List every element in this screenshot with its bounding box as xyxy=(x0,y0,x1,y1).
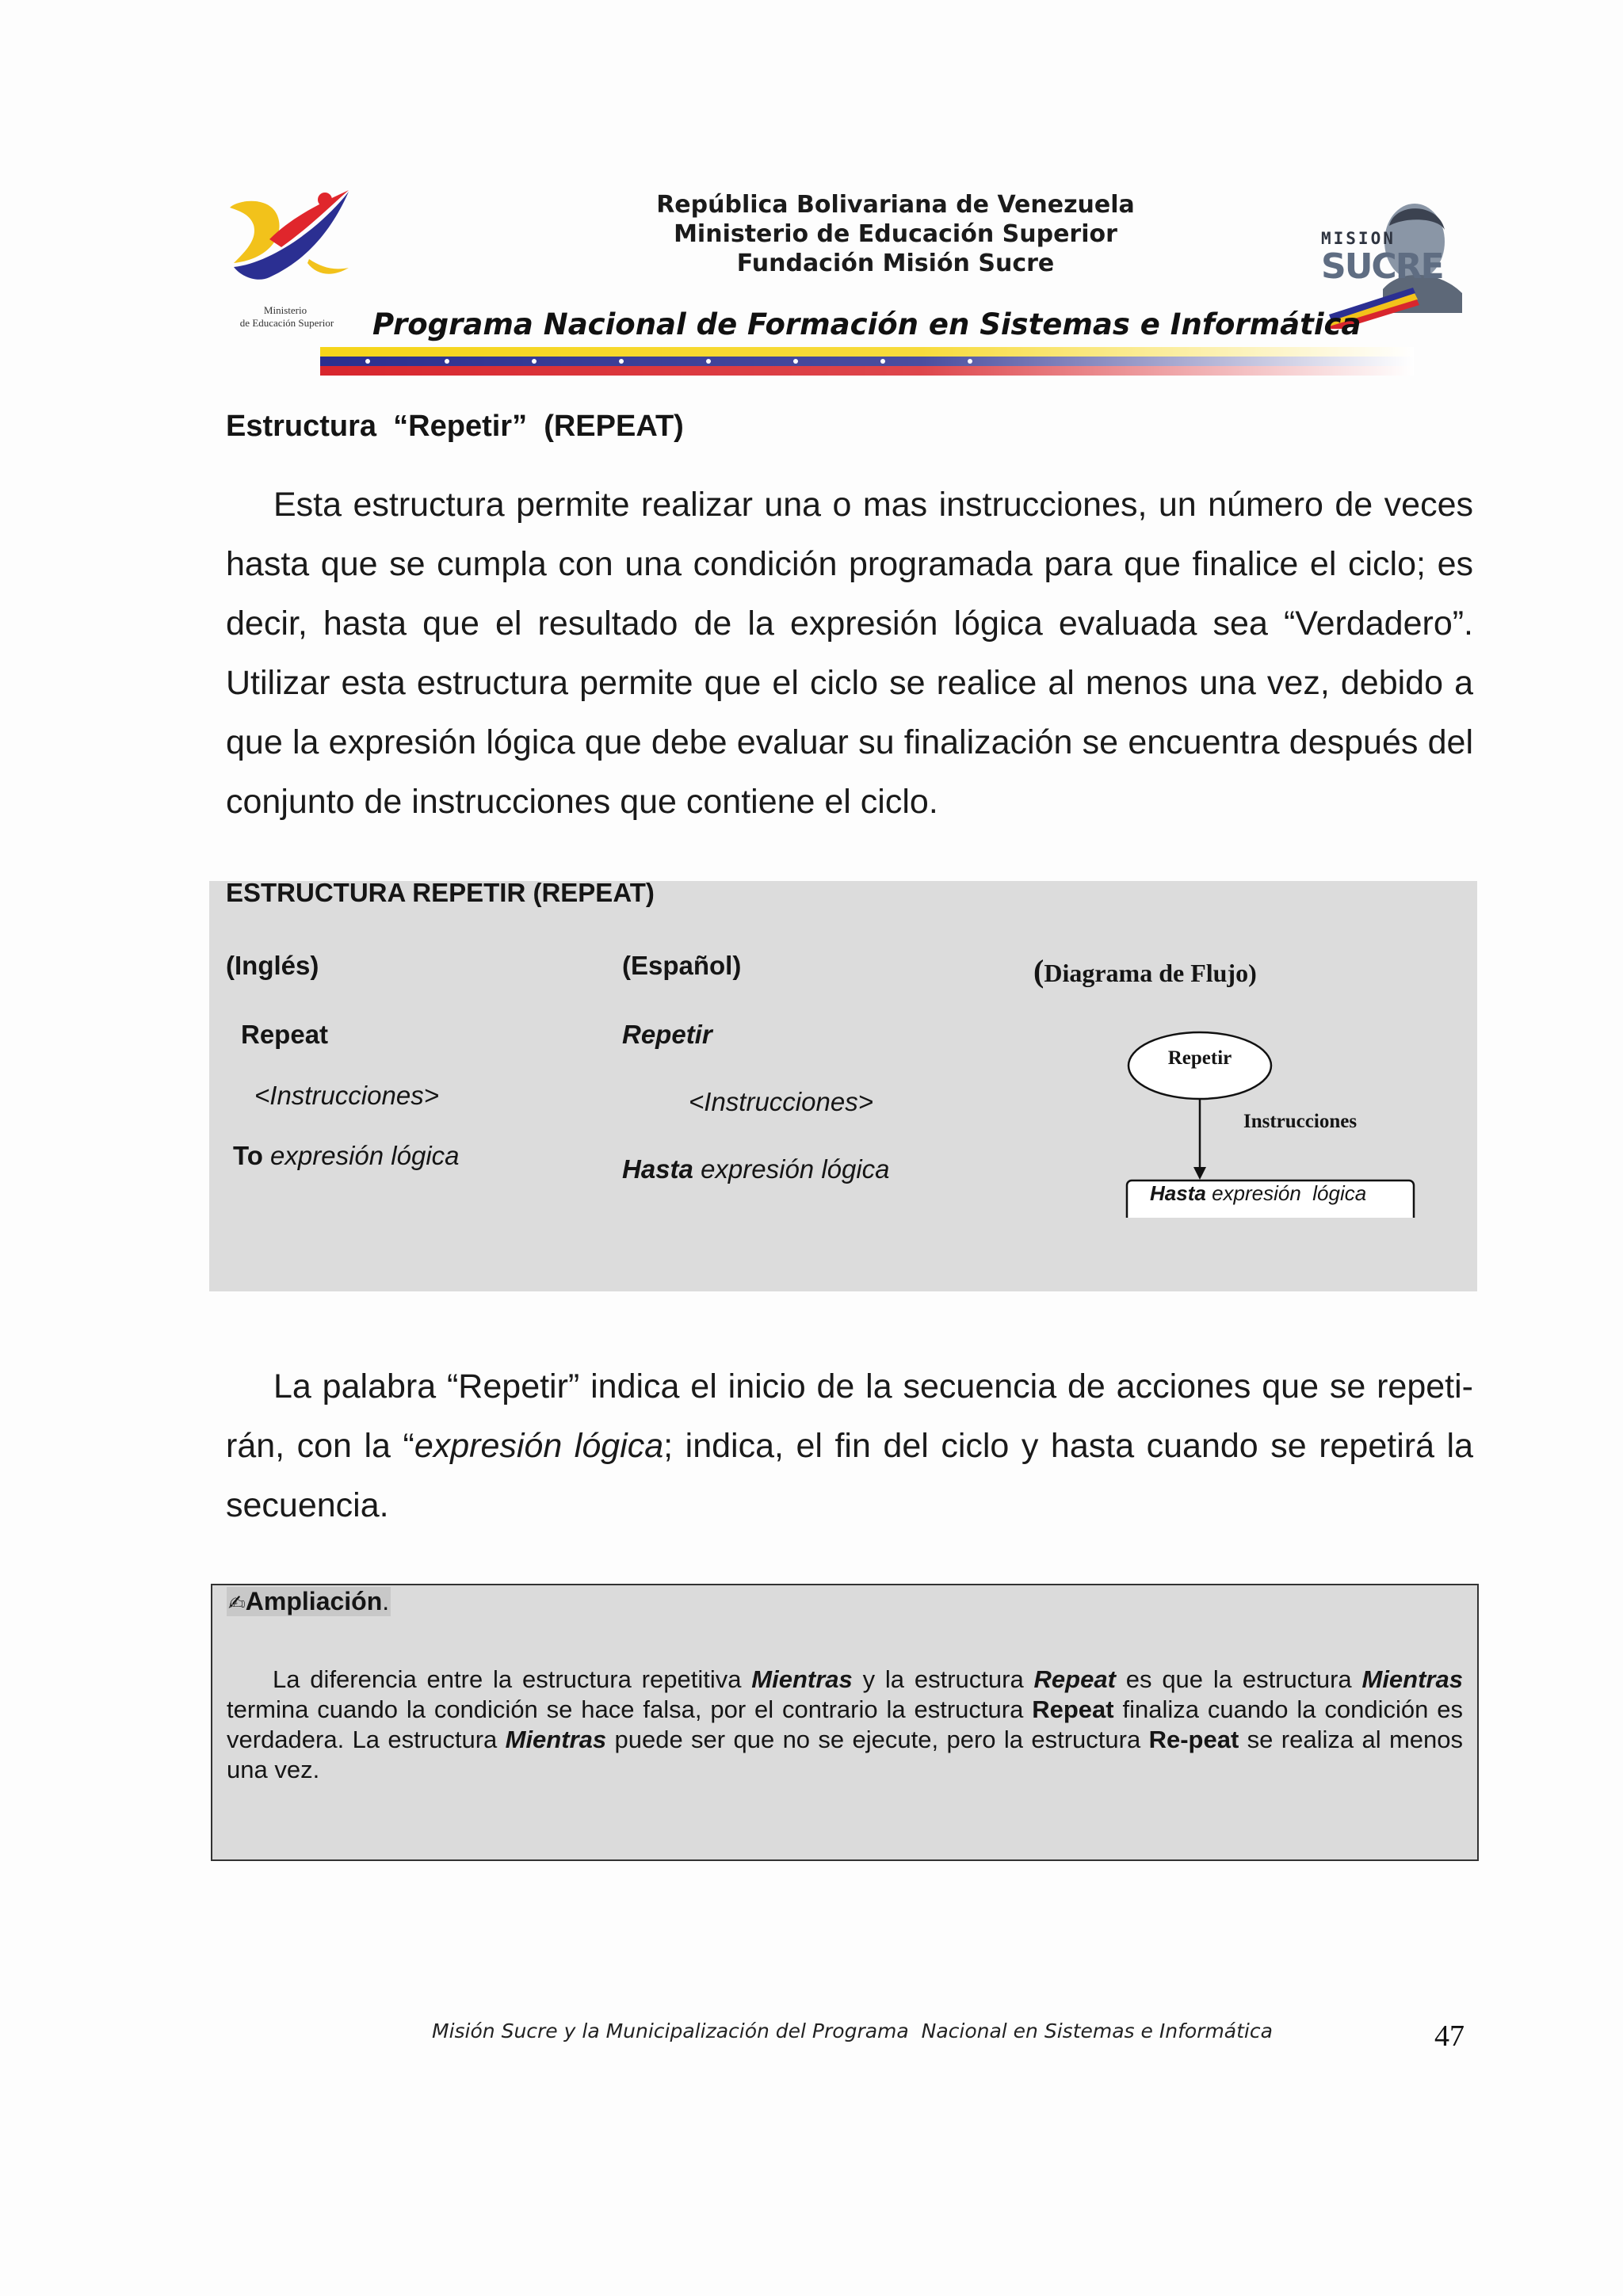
mission-logo-word2: SUCRE xyxy=(1321,246,1443,287)
section-title: Estructura “Repetir” (REPEAT) xyxy=(226,410,684,443)
flowchart-arrow-head xyxy=(1193,1167,1206,1180)
ministry-logo-line2: de Educación Superior xyxy=(239,317,334,329)
paragraph-explanation-part2: ; indica, el fin del ciclo y hasta cuando se repetirá la secuencia. xyxy=(226,1427,1473,1524)
mission-logo-word1: MISION xyxy=(1321,229,1396,248)
amp-bold-repeat-2: Repeat xyxy=(1032,1695,1114,1723)
amp-text-1: La diferencia entre la estructura repetitiva xyxy=(273,1665,752,1693)
flowchart-arrow-label: Instrucciones xyxy=(1243,1111,1358,1132)
paragraph-intro xyxy=(226,475,1473,832)
amp-bold-mientras-3: Mientras xyxy=(505,1726,607,1753)
flowchart-end-keyword: Hasta xyxy=(1150,1181,1206,1205)
venezuela-flag-band xyxy=(320,347,1414,376)
ministry-logo-mark xyxy=(222,184,365,287)
paragraph-explanation-part1: La palabra “Repetir” indica el inicio de la secuencia de acciones que se repeti-rán, con la “ xyxy=(226,1367,1473,1465)
program-title: Programa Nacional de Formación en Sistemas e Informática xyxy=(372,307,1361,341)
paragraph-explanation xyxy=(226,1357,1473,1535)
header-line-foundation: Fundación Misión Sucre xyxy=(736,250,1055,277)
flowchart-end-expression: expresión lógica xyxy=(1212,1181,1367,1205)
ampliacion-heading xyxy=(227,1587,391,1616)
spanish-until-line xyxy=(622,1154,890,1184)
writing-hand-icon: ✍ xyxy=(228,1592,246,1615)
flowchart-end-label xyxy=(1150,1181,1366,1206)
ampliacion-text xyxy=(227,1665,1463,1785)
english-instructions: <Instrucciones> xyxy=(254,1081,439,1110)
amp-bold-repeat-3: Re-peat xyxy=(1148,1726,1239,1753)
english-to-expression: expresión lógica xyxy=(270,1141,460,1170)
footer-text: Misión Sucre y la Municipalización del Programa Nacional en Sistemas e Informática xyxy=(432,2019,1273,2042)
amp-text-2: y la estructura xyxy=(852,1665,1034,1693)
amp-text-3: es que la estructura xyxy=(1115,1665,1362,1693)
spanish-header: (Español) xyxy=(622,951,742,980)
english-header: (Inglés) xyxy=(226,951,319,980)
ampliacion-title: Ampliación xyxy=(245,1587,383,1615)
header-institution xyxy=(555,190,1236,278)
ampliacion-box xyxy=(211,1584,1479,1861)
amp-text-5: finaliza cuando la condición es verdadera. La estructura xyxy=(227,1695,1464,1753)
amp-text-7: se realiza al menos una vez. xyxy=(227,1726,1464,1783)
spanish-until-keyword: Hasta xyxy=(622,1154,693,1184)
english-repeat: Repeat xyxy=(241,1020,329,1049)
english-to-keyword: To xyxy=(233,1141,263,1170)
amp-bold-repeat-1: Repeat xyxy=(1033,1665,1116,1693)
header-line-republic: República Bolivariana de Venezuela xyxy=(656,191,1135,219)
page-number: 47 xyxy=(1434,2019,1465,2053)
paragraph-explanation-italic: expresión lógica xyxy=(414,1427,664,1465)
paragraph-intro-text: Esta estructura permite realizar una o mas instrucciones, un número de veces hasta que se cumpla con una condición programada para que finalice el ciclo; es decir, hasta que el resultado de la expresión lógica evaluada sea “Verdadero”. Utilizar esta estructura permite que el ciclo se realice al menos una vez, debido a que la expresión lógica que debe evaluar su finalización se encuentra después del conjunto de instrucciones que contiene el ciclo. xyxy=(226,486,1473,821)
amp-bold-mientras-1: Mientras xyxy=(751,1665,853,1693)
ministry-logo xyxy=(222,184,365,334)
amp-text-6: puede ser que no se ejecute, pero la estructura xyxy=(606,1726,1149,1753)
ministry-logo-line1: Ministerio xyxy=(263,304,307,316)
header-line-ministry: Ministerio de Educación Superior xyxy=(674,220,1117,248)
spanish-until-expression: expresión lógica xyxy=(701,1154,890,1184)
structure-box-title: ESTRUCTURA REPETIR (REPEAT) xyxy=(226,878,655,907)
flowchart-header-paren: ( xyxy=(1033,953,1044,989)
flowchart-start-label: Repetir xyxy=(1167,1047,1232,1069)
flowchart-header xyxy=(1033,952,1257,990)
flowchart-header-text: Diagrama de Flujo) xyxy=(1044,959,1257,987)
spanish-repeat: Repetir xyxy=(622,1020,712,1049)
ampliacion-period: . xyxy=(382,1587,390,1615)
amp-text-4: termina cuando la condición se hace falsa, por el contrario la estructura xyxy=(227,1695,1033,1723)
structure-box xyxy=(209,878,1477,1291)
english-to-line xyxy=(233,1141,460,1171)
spanish-instructions: <Instrucciones> xyxy=(689,1087,873,1116)
amp-bold-mientras-2: Mientras xyxy=(1361,1665,1463,1693)
